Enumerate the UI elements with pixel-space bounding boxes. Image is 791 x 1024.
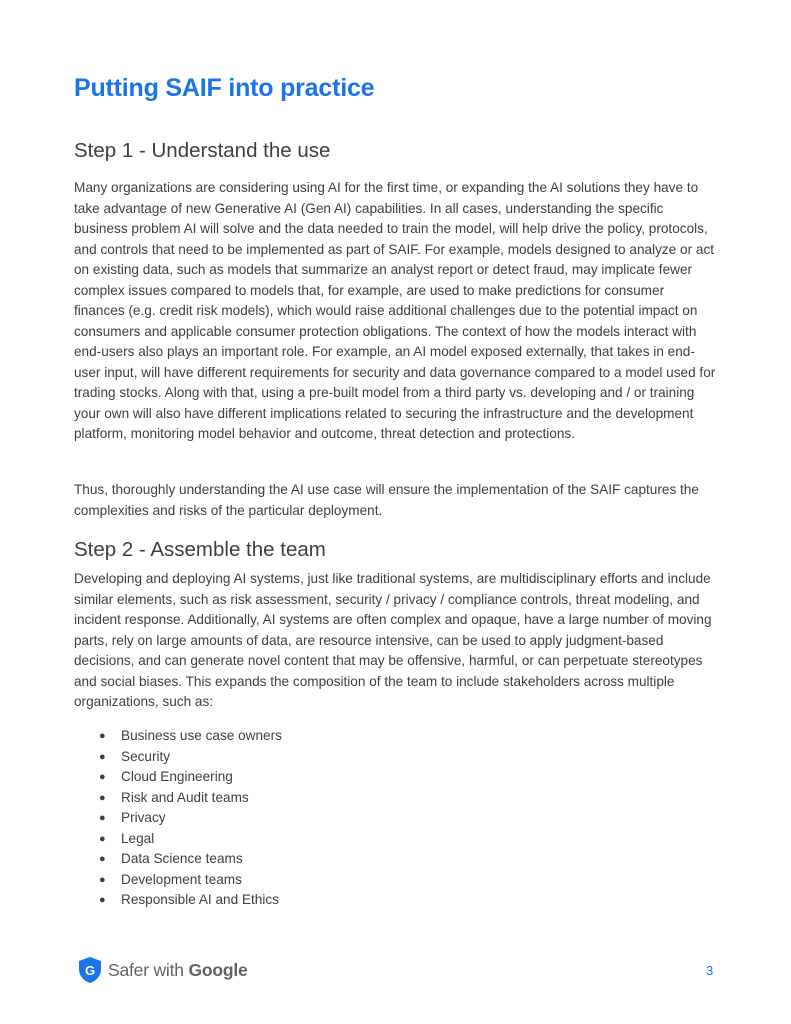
safer-with-google-logo xyxy=(78,956,248,984)
bullet-icon: ● xyxy=(99,812,106,824)
team-list xyxy=(74,726,282,911)
bullet-icon: ● xyxy=(99,791,106,804)
bullet-icon: ● xyxy=(99,730,106,742)
list-item: ● Business use case owners xyxy=(74,726,282,747)
list-item: ● Development teams xyxy=(74,870,282,891)
bullet-icon: ● xyxy=(99,771,106,783)
step2-paragraph: Developing and deploying AI systems, just like traditional systems, are multidisciplinary efforts and include similar elements, such as risk assessment, security / privacy / compliance controls, threat modeling, and incident response. Additionally, AI systems are often complex and opaque, have a large number of moving parts, rely on large amounts of data, are resource intensive, can be used to apply judgment-based decisions, and can generate novel content that may be offensive, harmful, or can perpetuate stereotypes and social biases. This expands the composition of the team to include stakeholders across multiple organizations, such as: xyxy=(74,571,712,709)
bullet-icon: ● xyxy=(99,750,106,763)
list-item: ● Responsible AI and Ethics xyxy=(74,890,282,911)
svg-text:G: G xyxy=(84,963,96,978)
page-number: 3 xyxy=(706,963,714,978)
bullet-icon: ● xyxy=(99,832,106,845)
step1-paragraph-1: Many organizations are considering using AI for the first time, or expanding the AI solutions they have to take advantage of new Generative AI (Gen AI) capabilities. In all cases, understanding the specific business problem AI will solve and the data needed to train the model, will help drive the policy, protocols, and controls that need to be implemented as part of SAIF. For example, models designed to analyze or act on existing data, such as models that summarize an analyst report or detect fraud, may implicate fewer complex issues compared to models that, for example, are used to make predictions for consumer finances (e.g. credit risk models), which would raise additional challenges due to the potential impact on consumers and applicable consumer protection obligations. The context of how the models interact with end-users also plays an important role. For example, an AI model exposed externally, that takes in end-user input, will have different requirements for security and data governance compared to a model used for trading stocks. Along with that, using a pre-built model from a third party vs. developing and / or training your own will also have different implications related to securing the infrastructure and the development platform, monitoring model behavior and outcome, threat detection and protections. xyxy=(74,180,716,441)
page-title: Putting SAIF into practice xyxy=(74,74,375,102)
google-shield-icon xyxy=(78,956,102,984)
list-item: ● Risk and Audit teams xyxy=(74,788,282,809)
logo-text: Safer with Google xyxy=(108,959,248,980)
step1-paragraph-2: Thus, thoroughly understanding the AI use case will ensure the implementation of the SAIF captures the complexities and risks of the particular deployment. xyxy=(74,482,699,518)
list-item: ● Legal xyxy=(74,829,282,850)
bullet-icon: ● xyxy=(99,894,106,906)
list-item: ● Security xyxy=(74,747,282,768)
list-item: ● Data Science teams xyxy=(74,849,282,870)
bullet-icon: ● xyxy=(99,873,106,886)
bullet-icon: ● xyxy=(99,853,106,865)
step1-heading: Step 1 - Understand the use xyxy=(74,139,331,162)
list-item: ● Privacy xyxy=(74,808,282,829)
step2-heading: Step 2 - Assemble the team xyxy=(74,538,326,561)
list-item: ● Cloud Engineering xyxy=(74,767,282,788)
